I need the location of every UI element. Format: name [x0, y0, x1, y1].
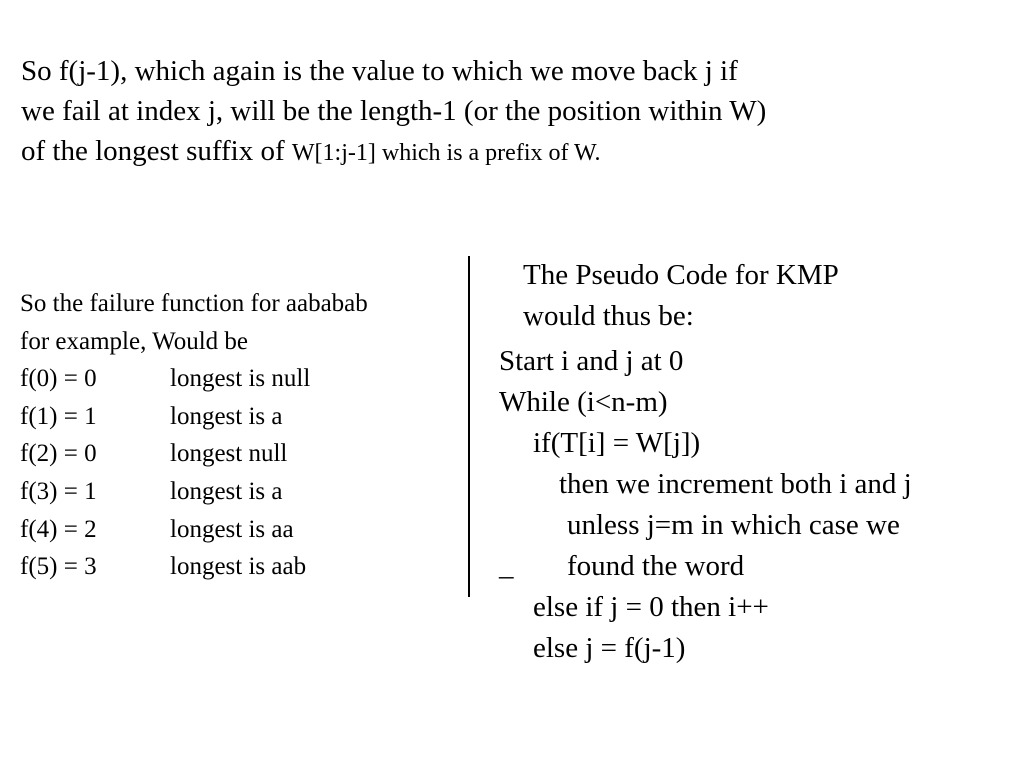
intro-line-3-part-2: W[1:j-1] which is a prefix of W.: [291, 140, 601, 166]
failure-note: longest is null: [170, 365, 311, 393]
failure-function-example: [20, 285, 460, 586]
failure-row: [20, 473, 460, 511]
pseudo-title-line-2: would thus be:: [523, 300, 694, 332]
failure-row: [20, 398, 460, 436]
failure-expr: f(2) = 0: [20, 440, 97, 468]
code-line: unless j=m in which case we: [567, 509, 900, 541]
code-line: found the word: [567, 550, 745, 582]
failure-expr: f(0) = 0: [20, 365, 97, 393]
code-line: else j = f(j-1): [533, 632, 686, 664]
code-line: While (i<n-m): [499, 386, 668, 418]
underscore-mark: _: [499, 550, 514, 582]
intro-line-3-part-1: of the longest suffix of: [21, 135, 292, 167]
code-line: else if j = 0 then i++: [533, 591, 769, 623]
failure-row: [20, 511, 460, 549]
failure-expr: f(3) = 1: [20, 477, 97, 505]
failure-note: longest is a: [170, 402, 283, 430]
failure-expr: f(1) = 1: [20, 402, 97, 430]
pseudo-title-line-1: The Pseudo Code for KMP: [523, 259, 839, 291]
failure-row: [20, 435, 460, 473]
failure-note: longest is aab: [170, 553, 307, 581]
intro-line-3: [21, 131, 1011, 173]
failure-note: longest null: [170, 440, 288, 468]
intro-line-2: we fail at index j, will be the length-1 (or the position within W): [21, 95, 767, 127]
pseudo-code-title: [523, 255, 839, 337]
code-line: if(T[i] = W[j]): [533, 427, 701, 459]
failure-heading-line-2: for example, Would be: [20, 327, 249, 355]
failure-note: longest is a: [170, 477, 283, 505]
failure-expr: f(4) = 2: [20, 515, 97, 543]
code-line-with-dash: [499, 546, 912, 587]
intro-line-1: So f(j-1), which again is the value to which we move back j if: [21, 55, 738, 87]
intro-paragraph: [21, 51, 1011, 173]
pseudo-code-block: [499, 341, 912, 669]
failure-heading-line-1: So the failure function for aababab: [20, 290, 368, 317]
code-line: then we increment both i and j: [559, 468, 912, 500]
failure-expr: f(5) = 3: [20, 553, 97, 581]
failure-note: longest is aa: [170, 515, 294, 543]
code-line: Start i and j at 0: [499, 345, 684, 377]
vertical-divider: [468, 256, 470, 597]
failure-row: [20, 360, 460, 398]
failure-row: [20, 548, 460, 586]
